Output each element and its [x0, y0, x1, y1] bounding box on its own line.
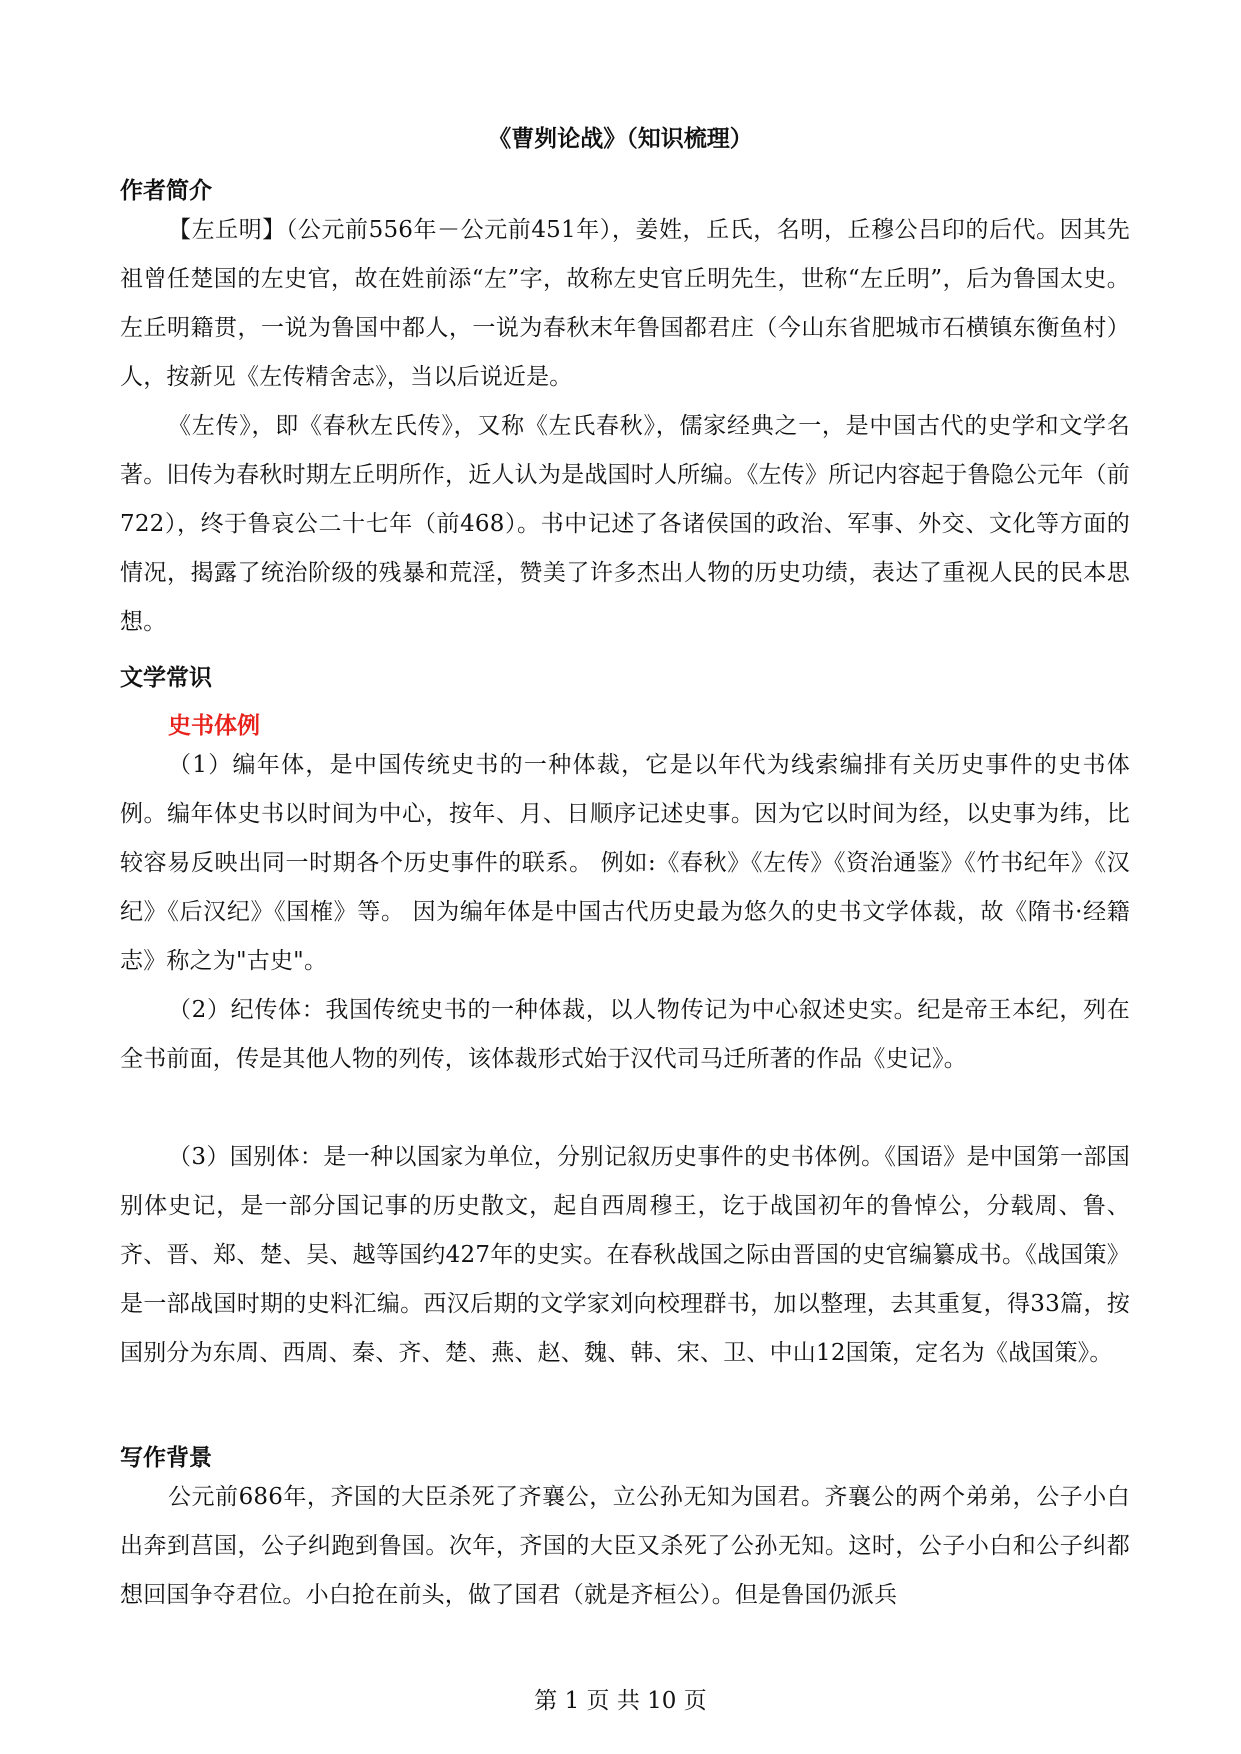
section-heading-literature: 文学常识 — [120, 665, 212, 691]
page-title: 《曹刿论战》（知识梳理） — [488, 126, 753, 152]
literature-paragraph-1: （1）编年体，是中国传统史书的一种体裁，它是以年代为线索编排有关历史事件的史书体例。编年体史书以时间为中心，按年、月、日顺序记述史事。因为它以时间为经，以史事为纬，比较容易反映出同一时期各个历史事件的联系。 例如:《春秋》《左传》《资治通鉴》《竹书纪年》《汉纪》《后汉纪》《国榷》等。 因为编年体是中国古代历史最为悠久的史书文学体裁，故《隋书·经籍志》称之为"古史"。 — [120, 752, 1130, 974]
literature-paragraph-2: （2）纪传体：我国传统史书的一种体裁，以人物传记为中心叙述史实。纪是帝王本纪，列在全书前面，传是其他人物的列传，该体裁形式始于汉代司马迁所著的作品《史记》。 — [120, 997, 1130, 1072]
subheading-historical-styles: 史书体例 — [168, 713, 260, 739]
section-heading-author: 作者简介 — [120, 178, 212, 204]
literature-paragraph-3: （3）国别体：是一种以国家为单位，分别记叙历史事件的史书体例。《国语》是中国第一部国别体史记，是一部分国记事的历史散文，起自西周穆王，讫于战国初年的鲁悼公，分载周、鲁、齐、晋、郑、楚、吴、越等国约427年的史实。在春秋战国之际由晋国的史官编纂成书。《战国策》是一部战国时期的史料汇编。西汉后期的文学家刘向校理群书，加以整理，去其重复，得33篇，按国别分为东周、西周、秦、齐、楚、燕、赵、魏、韩、宋、卫、中山12国策，定名为《战国策》。 — [120, 1144, 1130, 1366]
section-heading-background: 写作背景 — [120, 1445, 212, 1471]
page-footer: 第 1 页 共 10 页 — [534, 1688, 707, 1714]
background-paragraph-1: 公元前686年，齐国的大臣杀死了齐襄公，立公孙无知为国君。齐襄公的两个弟弟，公子小白出奔到莒国，公子纠跑到鲁国。次年，齐国的大臣又杀死了公孙无知。这时，公子小白和公子纠都想回国争夺君位。小白抢在前头，做了国君（就是齐桓公）。但是鲁国仍派兵 — [120, 1484, 1130, 1608]
author-paragraph-2: 《左传》，即《春秋左氏传》，又称《左氏春秋》，儒家经典之一，是中国古代的史学和文学名著。旧传为春秋时期左丘明所作，近人认为是战国时人所编。《左传》所记内容起于鲁隐公元年（前722），终于鲁哀公二十七年（前468）。书中记述了各诸侯国的政治、军事、外交、文化等方面的情况，揭露了统治阶级的残暴和荒淫，赞美了许多杰出人物的历史功绩，表达了重视人民的民本思想。 — [120, 413, 1130, 635]
author-paragraph-1: 【左丘明】（公元前556年－公元前451年），姜姓，丘氏，名明，丘穆公吕印的后代。因其先祖曾任楚国的左史官，故在姓前添“左”字，故称左史官丘明先生，世称“左丘明”，后为鲁国太史。左丘明籍贯，一说为鲁国中都人，一说为春秋末年鲁国都君庄（今山东省肥城市石横镇东衡鱼村）人，按新见《左传精舍志》，当以后说近是。 — [120, 217, 1130, 390]
